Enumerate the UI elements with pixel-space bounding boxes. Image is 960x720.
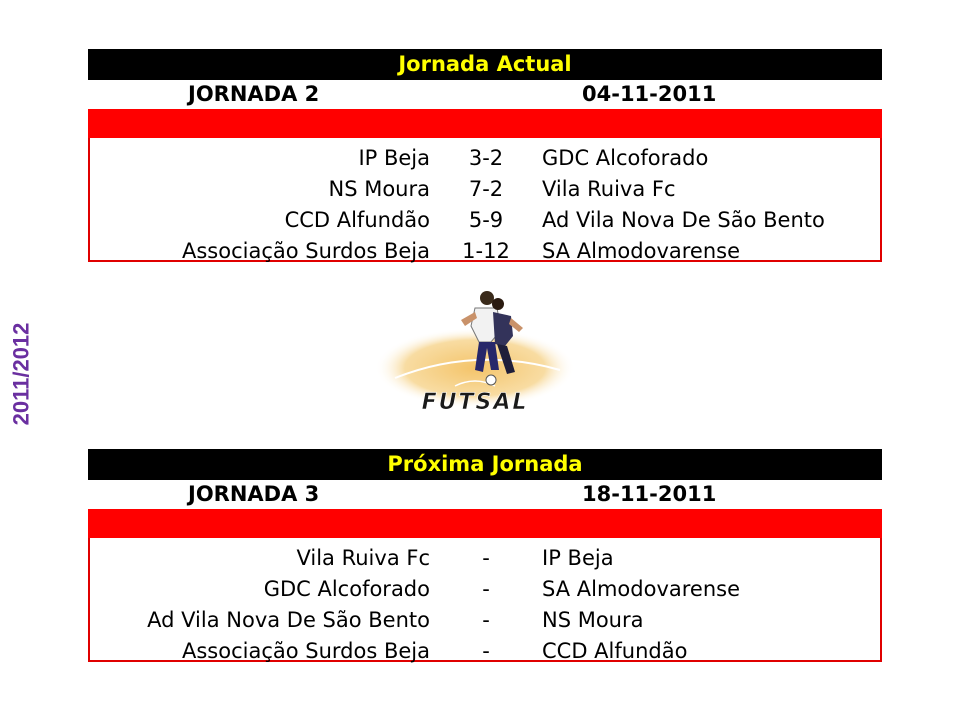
current-red-divider xyxy=(88,109,882,138)
score: - xyxy=(482,545,490,570)
home-team: Ad Vila Nova De São Bento xyxy=(147,607,430,632)
game-row xyxy=(90,542,880,573)
next-jornada-label: JORNADA 3 xyxy=(188,482,320,506)
score: - xyxy=(482,638,490,663)
game-row xyxy=(90,142,880,173)
away-team: SA Almodovarense xyxy=(542,576,741,601)
score: 7-2 xyxy=(468,176,504,201)
score: 5-9 xyxy=(468,207,504,232)
next-jornada-date: 18-11-2011 xyxy=(582,482,717,506)
current-round-block xyxy=(88,49,882,262)
current-jornada-label: JORNADA 2 xyxy=(188,82,320,106)
game-row xyxy=(90,573,880,604)
away-team: IP Beja xyxy=(542,545,614,570)
current-round-header xyxy=(88,80,882,109)
futsal-players-logo-icon xyxy=(375,286,580,421)
score: 3-2 xyxy=(468,145,504,170)
current-games-list xyxy=(88,138,882,262)
next-round-title: Próxima Jornada xyxy=(88,449,882,480)
home-team: CCD Alfundão xyxy=(284,207,430,232)
game-row xyxy=(90,204,880,235)
futsal-logo-text: FUTSAL xyxy=(421,390,529,415)
next-round-block xyxy=(88,449,882,662)
score: - xyxy=(482,607,490,632)
away-team: GDC Alcoforado xyxy=(542,145,709,170)
home-team: GDC Alcoforado xyxy=(263,576,430,601)
game-row xyxy=(90,173,880,204)
home-team: Associação Surdos Beja xyxy=(181,238,430,263)
next-red-divider xyxy=(88,509,882,538)
score: - xyxy=(482,576,490,601)
home-team: IP Beja xyxy=(358,145,430,170)
season-text: 2011/2012 xyxy=(8,322,33,426)
game-row xyxy=(90,635,880,666)
home-team: Vila Ruiva Fc xyxy=(296,545,430,570)
current-jornada-date: 04-11-2011 xyxy=(582,82,717,106)
score: 1-12 xyxy=(462,238,510,263)
away-team: Ad Vila Nova De São Bento xyxy=(542,207,825,232)
game-row xyxy=(90,604,880,635)
away-team: CCD Alfundão xyxy=(542,638,688,663)
away-team: NS Moura xyxy=(542,607,644,632)
away-team: SA Almodovarense xyxy=(542,238,741,263)
next-round-header xyxy=(88,480,882,509)
away-team: Vila Ruiva Fc xyxy=(542,176,676,201)
season-label xyxy=(2,318,40,430)
game-row xyxy=(90,235,880,266)
home-team: NS Moura xyxy=(328,176,430,201)
current-round-title: Jornada Actual xyxy=(88,49,882,80)
next-games-list xyxy=(88,538,882,662)
home-team: Associação Surdos Beja xyxy=(181,638,430,663)
